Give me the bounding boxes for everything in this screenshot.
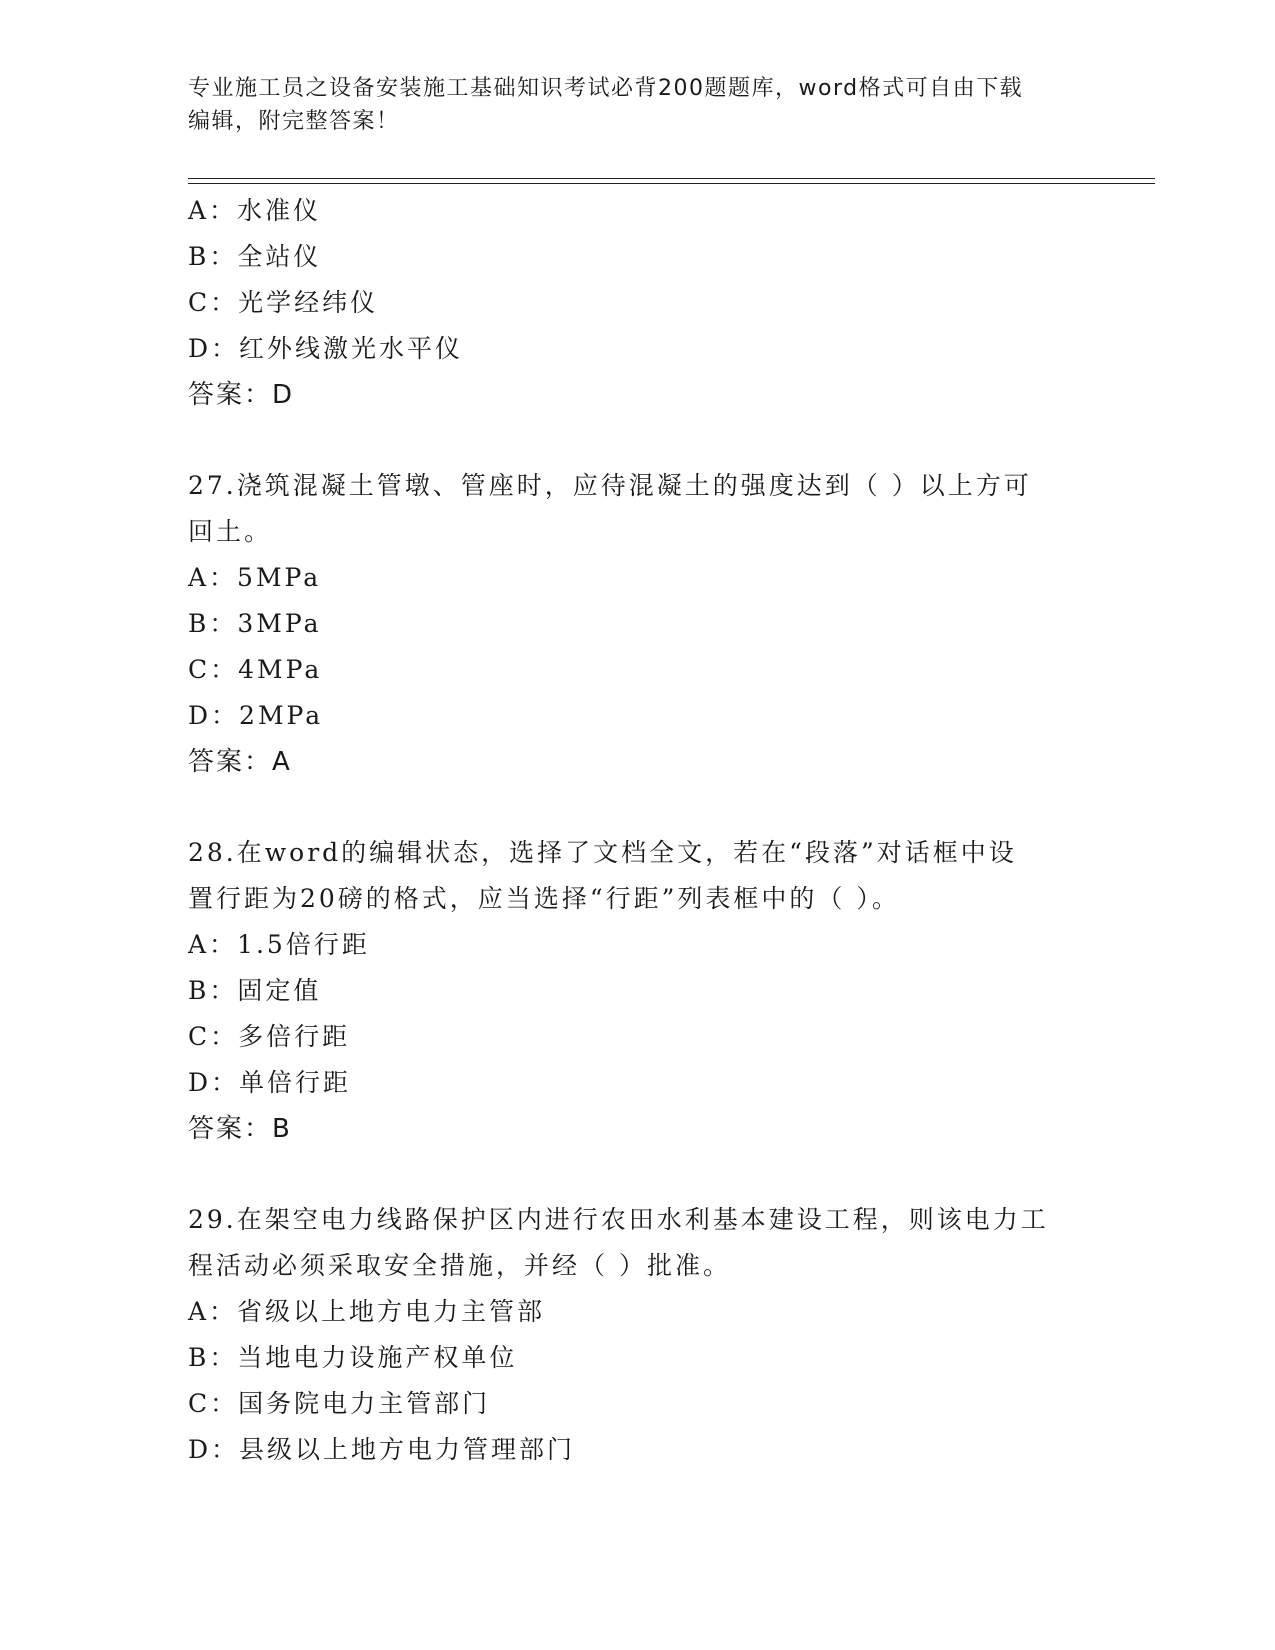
option-b: B：固定值 bbox=[188, 976, 322, 1005]
option-c: C：国务院电力主管部门 bbox=[188, 1389, 491, 1418]
question-26 bbox=[188, 188, 1088, 418]
question-27 bbox=[188, 463, 1088, 785]
header-rule-bottom bbox=[188, 183, 1155, 184]
option-c: C：4MPa bbox=[188, 655, 323, 684]
answer: 答案：A bbox=[188, 747, 292, 777]
option-c: C：多倍行距 bbox=[188, 1022, 351, 1051]
option-d: D：2MPa bbox=[188, 701, 324, 730]
option-c: C：光学经纬仪 bbox=[188, 288, 379, 317]
question-stem: 29.在架空电力线路保护区内进行农田水利基本建设工程，则该电力工 bbox=[188, 1205, 1049, 1234]
header-rule-top bbox=[188, 178, 1155, 179]
document-header bbox=[188, 72, 1068, 138]
spacer bbox=[188, 785, 1088, 830]
question-stem: 置行距为20磅的格式，应当选择“行距”列表框中的（ ）。 bbox=[188, 884, 900, 913]
spacer bbox=[188, 1152, 1088, 1197]
option-d: D：县级以上地方电力管理部门 bbox=[188, 1435, 576, 1464]
option-b: B：当地电力设施产权单位 bbox=[188, 1343, 518, 1372]
question-stem: 回土。 bbox=[188, 517, 273, 546]
spacer bbox=[188, 418, 1088, 463]
header-line-2: 编辑，附完整答案！ bbox=[188, 109, 400, 134]
option-d: D：红外线激光水平仪 bbox=[188, 334, 464, 363]
option-d: D：单倍行距 bbox=[188, 1068, 352, 1097]
question-stem: 28.在word的编辑状态，选择了文档全文，若在“段落”对话框中设 bbox=[188, 838, 1017, 867]
question-list bbox=[188, 188, 1088, 1473]
option-a: A：省级以上地方电力主管部 bbox=[188, 1297, 546, 1326]
answer: 答案：B bbox=[188, 1114, 292, 1144]
option-a: A：1.5倍行距 bbox=[188, 930, 370, 959]
answer: 答案：D bbox=[188, 380, 295, 410]
question-stem: 27.浇筑混凝土管墩、管座时，应待混凝土的强度达到（ ）以上方可 bbox=[188, 471, 1032, 500]
question-stem: 程活动必须采取安全措施，并经（ ）批准。 bbox=[188, 1251, 731, 1280]
option-b: B：3MPa bbox=[188, 609, 322, 638]
question-29 bbox=[188, 1197, 1088, 1473]
option-b: B：全站仪 bbox=[188, 242, 322, 271]
header-line-1: 专业施工员之设备安装施工基础知识考试必背200题题库，word格式可自由下载 bbox=[188, 76, 1024, 101]
question-28 bbox=[188, 830, 1088, 1152]
option-a: A：5MPa bbox=[188, 563, 322, 592]
option-a: A：水准仪 bbox=[188, 196, 322, 225]
